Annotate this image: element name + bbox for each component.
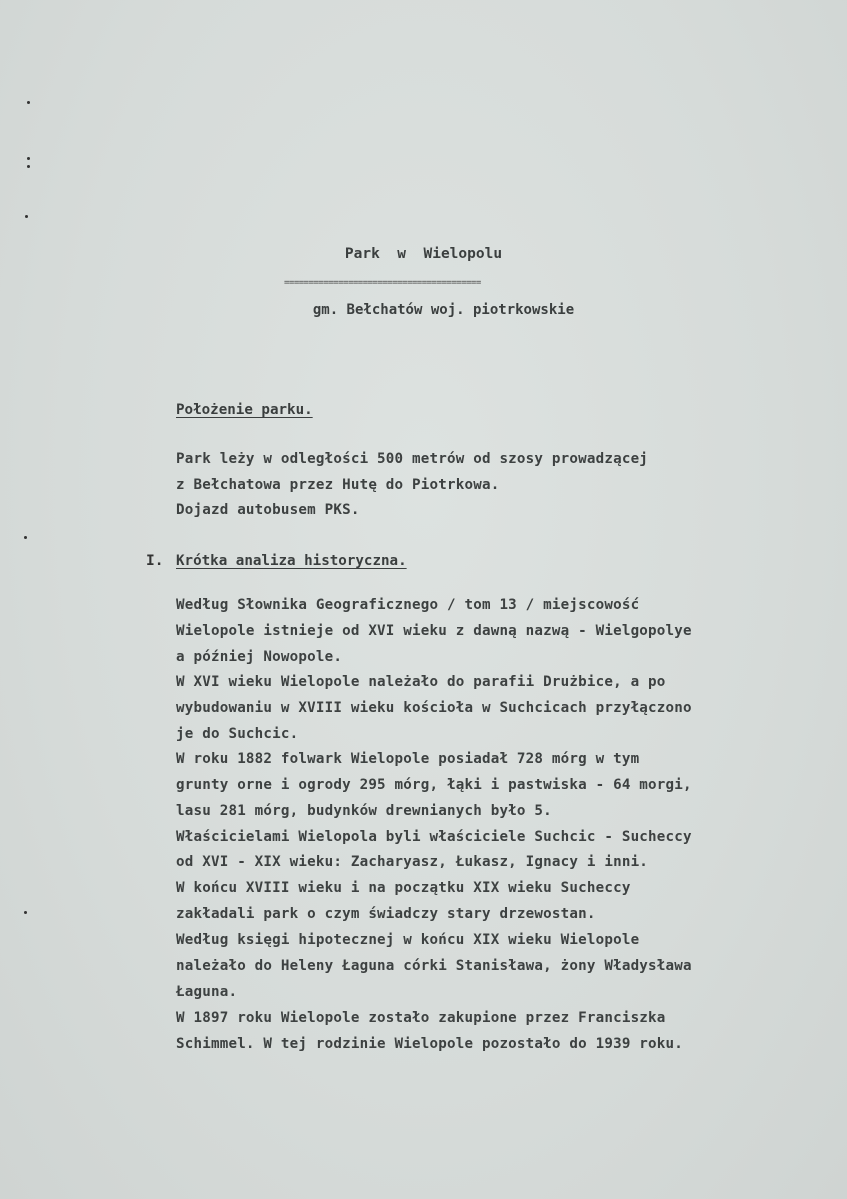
margin-dot (27, 165, 30, 168)
history-line: a później Nowopole. (176, 649, 343, 665)
section-heading: Krótka analiza historyczna. (176, 553, 407, 569)
margin-dot (24, 911, 27, 914)
history-line: W końcu XVIII wieku i na początku XIX wieku Suchеccy (176, 880, 631, 896)
history-line: Właścicielami Wielopola byli właściciele Suchcic - Sucheccy (176, 829, 692, 845)
page-subtitle: gm. Bełchatów woj. piotrkowskie (312, 302, 575, 318)
history-line: W roku 1882 folwark Wielopole posiadał 728 mórg w tym (176, 751, 640, 767)
location-line: Park leży w odległości 500 metrów od szosy prowadzącej (176, 451, 649, 467)
history-line: zakładali park o czym świadczy stary drzewostan. (176, 906, 596, 922)
history-line: Według księgi hipotecznej w końcu XIX wieku Wielopole (176, 932, 640, 948)
margin-dot (27, 157, 30, 160)
section-number: I. (146, 553, 164, 569)
history-line: wybudowaniu w XVIII wieku kościoła w Suchcicach przyłączono (176, 700, 692, 716)
page-title: Park w Wielopolu (344, 246, 503, 262)
history-line: Łaguna. (176, 984, 238, 1000)
location-line: Dojazd autobusem PKS. (176, 502, 360, 518)
history-line: należało do Heleny Łaguna córki Stanisława, żony Władysława (176, 958, 692, 974)
history-line: Schimmel. W tej rodzinie Wielopole pozostało do 1939 roku. (176, 1036, 684, 1052)
history-line: W 1897 roku Wielopole zostało zakupione przez Franciszka (176, 1010, 666, 1026)
history-line: od XVI - XIX wieku: Zacharyasz, Łukasz, Ignacy i inni. (176, 854, 649, 870)
history-line: lasu 281 mórg, budynków drewnianych było 5. (176, 803, 552, 819)
location-line: z Bełchatowa przez Hutę do Piotrkowa. (176, 477, 500, 493)
location-heading: Położenie parku. (176, 402, 313, 418)
history-line: Według Słownika Geograficznego / tom 13 / miejscowość (176, 597, 640, 613)
history-line: je do Suchcic. (176, 726, 299, 742)
margin-dot (25, 215, 28, 218)
title-underline: ======================================== (284, 278, 481, 288)
margin-dot (27, 101, 30, 104)
margin-dot (24, 536, 27, 539)
history-line: Wielopole istnieje od XVI wieku z dawną nazwą - Wielgopolye (176, 623, 692, 639)
history-line: grunty orne i ogrody 295 mórg, łąki i pastwiska - 64 morgi, (176, 777, 692, 793)
history-line: W XVI wieku Wielopole należało do parafii Drużbice, a po (176, 674, 666, 690)
